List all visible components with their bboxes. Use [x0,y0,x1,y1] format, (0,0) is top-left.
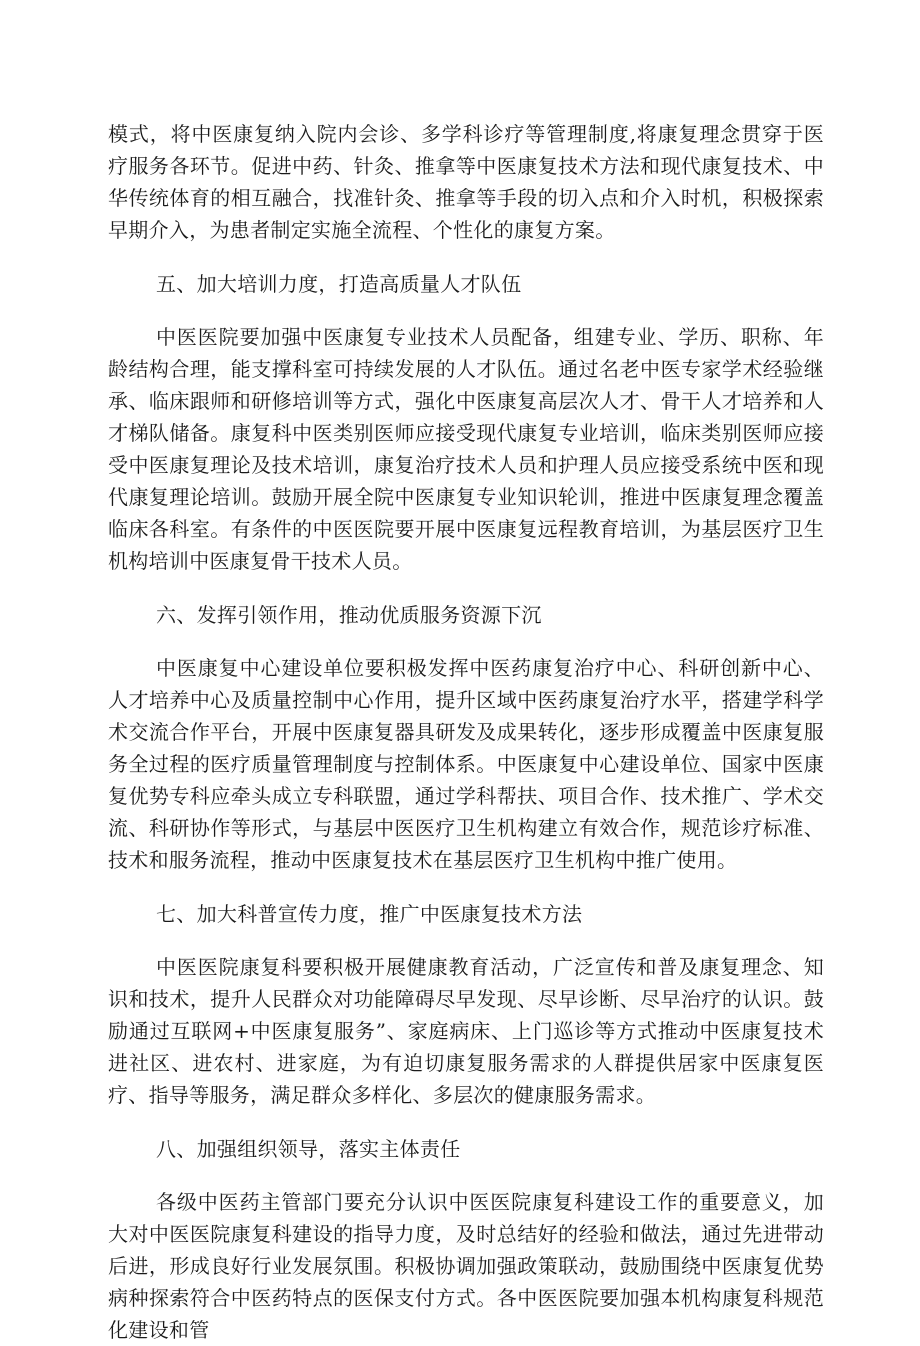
paragraph-continuation: 模式，将中医康复纳入院内会诊、多学科诊疗等管理制度,将康复理念贯穿于医疗服务各环节。促进中药、针灸、推拿等中医康复技术方法和现代康复技术、中华传统体育的相互融合，找准针灸、推拿等手段的切入点和介入时机，积极探索早期介入，为患者制定实施全流程、个性化的康复方案。 [108,122,824,242]
section-heading-6: 六、发挥引领作用，推动优质服务资源下沉 [156,603,542,627]
paragraph-section-8: 各级中医药主管部门要充分认识中医医院康复科建设工作的重要意义，加大对中医医院康复科建设的指导力度，及时总结好的经验和做法，通过先进带动后进，形成良好行业发展氛围。积极协调加强政策联动，鼓励围绕中医康复优势病种探索符合中医药特点的医保支付方式。各中医医院要加强本机构康复科规范化建设和管 [108,1190,824,1342]
section-heading-5: 五、加大培训力度，打造高质量人才队伍 [156,272,522,296]
section-heading-7: 七、加大科普宣传力度，推广中医康复技术方法 [156,902,583,926]
paragraph-section-7: 中医医院康复科要积极开展健康教育活动，广泛宣传和普及康复理念、知识和技术，提升人民群众对功能障碍尽早发现、尽早诊断、尽早治疗的认识。鼓励通过互联网+中医康复服务”、家庭病床、上门巡诊等方式推动中医康复技术进社区、进农村、进家庭，为有迫切康复服务需求的人群提供居家中医康复医疗、指导等服务，满足群众多样化、多层次的健康服务需求。 [108,955,824,1107]
section-heading-8: 八、加强组织领导，落实主体责任 [156,1137,461,1161]
document-page [108,118,824,1346]
paragraph-section-5: 中医医院要加强中医康复专业技术人员配备，组建专业、学历、职称、年龄结构合理，能支撑科室可持续发展的人才队伍。通过名老中医专家学术经验继承、临床跟师和研修培训等方式，强化中医康复高层次人才、骨干人才培养和人才梯队储备。康复科中医类别医师应接受现代康复专业培训，临床类别医师应接受中医康复理论及技术培训，康复治疗技术人员和护理人员应接受系统中医和现代康复理论培训。鼓励开展全院中医康复专业知识轮训，推进中医康复理念覆盖临床各科室。有条件的中医医院要开展中医康复远程教育培训，为基层医疗卫生机构培训中医康复骨干技术人员。 [108,325,824,573]
paragraph-section-6: 中医康复中心建设单位要积极发挥中医药康复治疗中心、科研创新中心、人才培养中心及质量控制中心作用，提升区域中医药康复治疗水平，搭建学科学术交流合作平台，开展中医康复器具研发及成果转化，逐步形成覆盖中医康复服务全过程的医疗质量管理制度与控制体系。中医康复中心建设单位、国家中医康复优势专科应牵头成立专科联盟，通过学科帮扶、项目合作、技术推广、学术交流、科研协作等形式，与基层中医医疗卫生机构建立有效合作，规范诊疗标准、技术和服务流程，推动中医康复技术在基层医疗卫生机构中推广使用。 [108,656,824,872]
